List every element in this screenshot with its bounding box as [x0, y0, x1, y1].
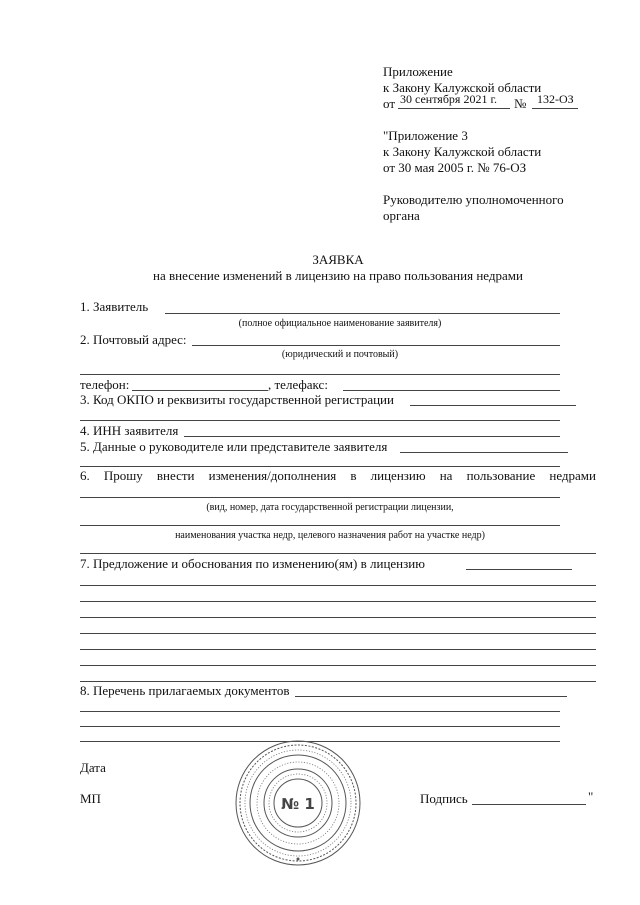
proposal-line-8 [80, 681, 596, 682]
appendix3-title: "Приложение 3 [383, 128, 468, 143]
phone-line [132, 390, 268, 391]
proposal-line-5 [80, 633, 596, 634]
address-hint: (юридический и почтовый) [281, 349, 399, 360]
phone-label: телефон: [80, 377, 130, 392]
appendix-law: к Закону Калужской области [383, 80, 542, 95]
inn-line [184, 436, 560, 437]
documents-label: 8. Перечень прилагаемых документов [80, 683, 290, 698]
proposal-line [466, 569, 572, 570]
license-hint-2: наименования участка недр, целевого назначения работ на участке недр) [175, 530, 485, 541]
proposal-label: 7. Предложение и обоснования по изменению(ям) в лицензию [80, 556, 425, 571]
documents-line-3 [80, 726, 560, 727]
okpo-line [410, 405, 576, 406]
applicant-label: 1. Заявитель [80, 299, 149, 314]
addressee-line1: Руководителю уполномоченного [383, 192, 564, 207]
okpo-line-2 [80, 420, 560, 421]
address-line [192, 345, 560, 346]
appendix-number-value: 132-ОЗ [537, 92, 574, 106]
appendix3-law: к Закону Калужской области [383, 144, 542, 159]
appendix-number-underline [532, 108, 578, 109]
applicant-line [165, 313, 560, 314]
proposal-line-3 [80, 601, 596, 602]
proposal-line-4 [80, 617, 596, 618]
head-line [400, 452, 568, 453]
form-subtitle: на внесение изменений в лицензию на право пользования недрами [153, 268, 523, 283]
proposal-line-2 [80, 585, 596, 586]
form-title: ЗАЯВКА [312, 252, 364, 267]
date-label: Дата [80, 760, 106, 775]
seal-label: МП [80, 791, 101, 806]
official-seal [233, 738, 363, 868]
appendix-title: Приложение [383, 64, 453, 79]
address-label: 2. Почтовый адрес: [80, 332, 187, 347]
license-hint-1: (вид, номер, дата государственной регистрации лицензии, [206, 502, 454, 513]
documents-line-2 [80, 711, 560, 712]
appendix-number-prefix: № [514, 96, 527, 111]
documents-line [295, 696, 567, 697]
inn-label: 4. ИНН заявителя [80, 423, 179, 438]
signature-line [472, 804, 586, 805]
request-line-1 [80, 497, 560, 498]
head-line-2 [80, 466, 560, 467]
appendix-date-prefix: от [383, 96, 396, 111]
address-line-2 [80, 374, 560, 375]
applicant-hint: (полное официальное наименование заявителя) [238, 318, 442, 329]
okpo-label: 3. Код ОКПО и реквизиты государственной регистрации [80, 392, 394, 407]
head-label: 5. Данные о руководителе или представителе заявителя [80, 439, 388, 454]
addressee-line2: органа [383, 208, 420, 223]
request-label: 6. Прошу внести изменения/дополнения в лицензию на пользование недрами [80, 468, 596, 483]
request-line-3 [80, 553, 596, 554]
fax-line [343, 390, 560, 391]
appendix3-date: от 30 мая 2005 г. № 76-ОЗ [383, 160, 527, 175]
signature-label: Подпись [420, 791, 468, 806]
appendix-date-underline [398, 108, 510, 109]
appendix-date-value: 30 сентября 2021 г. [400, 92, 498, 106]
proposal-line-6 [80, 649, 596, 650]
request-line-2 [80, 525, 560, 526]
closing-quote: " [588, 789, 594, 804]
proposal-line-7 [80, 665, 596, 666]
fax-label: , телефакс: [268, 377, 328, 392]
seal-number: № 1 [281, 795, 315, 813]
